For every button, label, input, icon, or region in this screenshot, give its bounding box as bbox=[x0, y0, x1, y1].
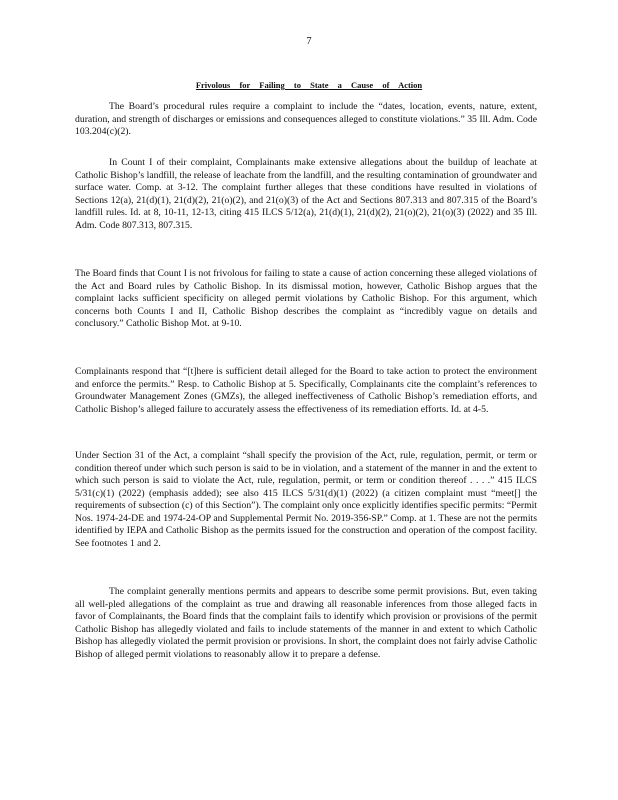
paragraph-procedural-rules: The Board’s procedural rules require a complaint to include the “dates, location, events, nature, extent, duration, and strength of discharges or emissions and consequences alleged to constitute violations.” 35 Ill. Adm. Code 103.204(c)(2). bbox=[75, 101, 537, 137]
section-heading bbox=[0, 75, 618, 93]
page-number: 7 bbox=[306, 36, 312, 47]
section-heading-text: Frivolous for Failing to State a Cause of Action bbox=[195, 80, 423, 90]
paragraph-complainants-response: Complainants respond that “[t]here is sufficient detail alleged for the Board to take action to protect the environment and enforce the permits.” Resp. to Catholic Bishop at 5. Specifically, Complainants cite the complaint’s references to Groundwater Management Zones (GMZs), the alleged ineffectiveness of Catholic Bishop’s remediation efforts, and Catholic Bishop’s alleged failure to accurately assess the effectiveness of its remediation efforts. Id. at 4-5. bbox=[75, 366, 537, 415]
paragraph-board-finding: The Board finds that Count I is not frivolous for failing to state a cause of action concerning these alleged violations of the Act and Board rules by Catholic Bishop. In its dismissal motion, however, Catholic Bishop argues that the complaint lacks sufficient specificity on alleged permit violations by Catholic Bishop. For this argument, which concerns both Counts I and II, Catholic Bishop describes the complaint as “incredibly vague on details and conclusory.” Catholic Bishop Mot. at 9-10. bbox=[75, 268, 537, 329]
paragraph-count-one-allegations: In Count I of their complaint, Complainants make extensive allegations about the buildup of leachate at Catholic Bishop’s landfill, the release of leachate from the landfill, and the resulting contamination of groundwater and surface water. Comp. at 3-12. The complaint further alleges that these conditions have resulted in violations of Sections 12(a), 21(d)(1), 21(d)(2), 21(o)(2), and 21(o)(3) of the Act and Sections 807.313 and 807.315 of the Board’s landfill rules. Id. at 8, 10-11, 12-13, citing 415 ILCS 5/12(a), 21(d)(1), 21(d)(2), 21(o)(2), 21(o)(3) (2022) and 35 Ill. Adm. Code 807.313, 807.315. bbox=[75, 157, 537, 231]
paragraph-permit-provisions: The complaint generally mentions permits and appears to describe some permit provisions. But, even taking all well-pled allegations of the complaint as true and drawing all reasonable inferences from those alleged facts in favor of Complainants, the Board finds that the complaint fails to identify which provision or provisions of the permit Catholic Bishop has allegedly violated and fails to include statements of the manner in and extent to which Catholic Bishop has allegedly violated the permit provision or provisions. In short, the complaint does not fairly advise Catholic Bishop of alleged permit violations to reasonably allow it to prepare a defense. bbox=[75, 586, 537, 660]
paragraph-section-31: Under Section 31 of the Act, a complaint “shall specify the provision of the Act, rule, regulation, permit, or term or condition thereof under which such person is said to be in violation, and a statement of the manner in and the extent to which such person is said to violate the Act, rule, regulation, permit, or term or condition thereof . . . .” 415 ILCS 5/31(c)(1) (2022) (emphasis added); see also 415 ILCS 5/31(d)(1) (2022) (a citizen complaint must “meet[] the requirements of subsection (c) of this Section”). The complaint only once explicitly identifies specific permits: “Permit Nos. 1974-24-DE and 1974-24-OP and Supplemental Permit No. 2019-356-SP.” Comp. at 1. These are not the permits identified by IEPA and Catholic Bishop as the permits issued for the construction and operation of the compost facility. See footnotes 1 and 2. bbox=[75, 450, 537, 549]
